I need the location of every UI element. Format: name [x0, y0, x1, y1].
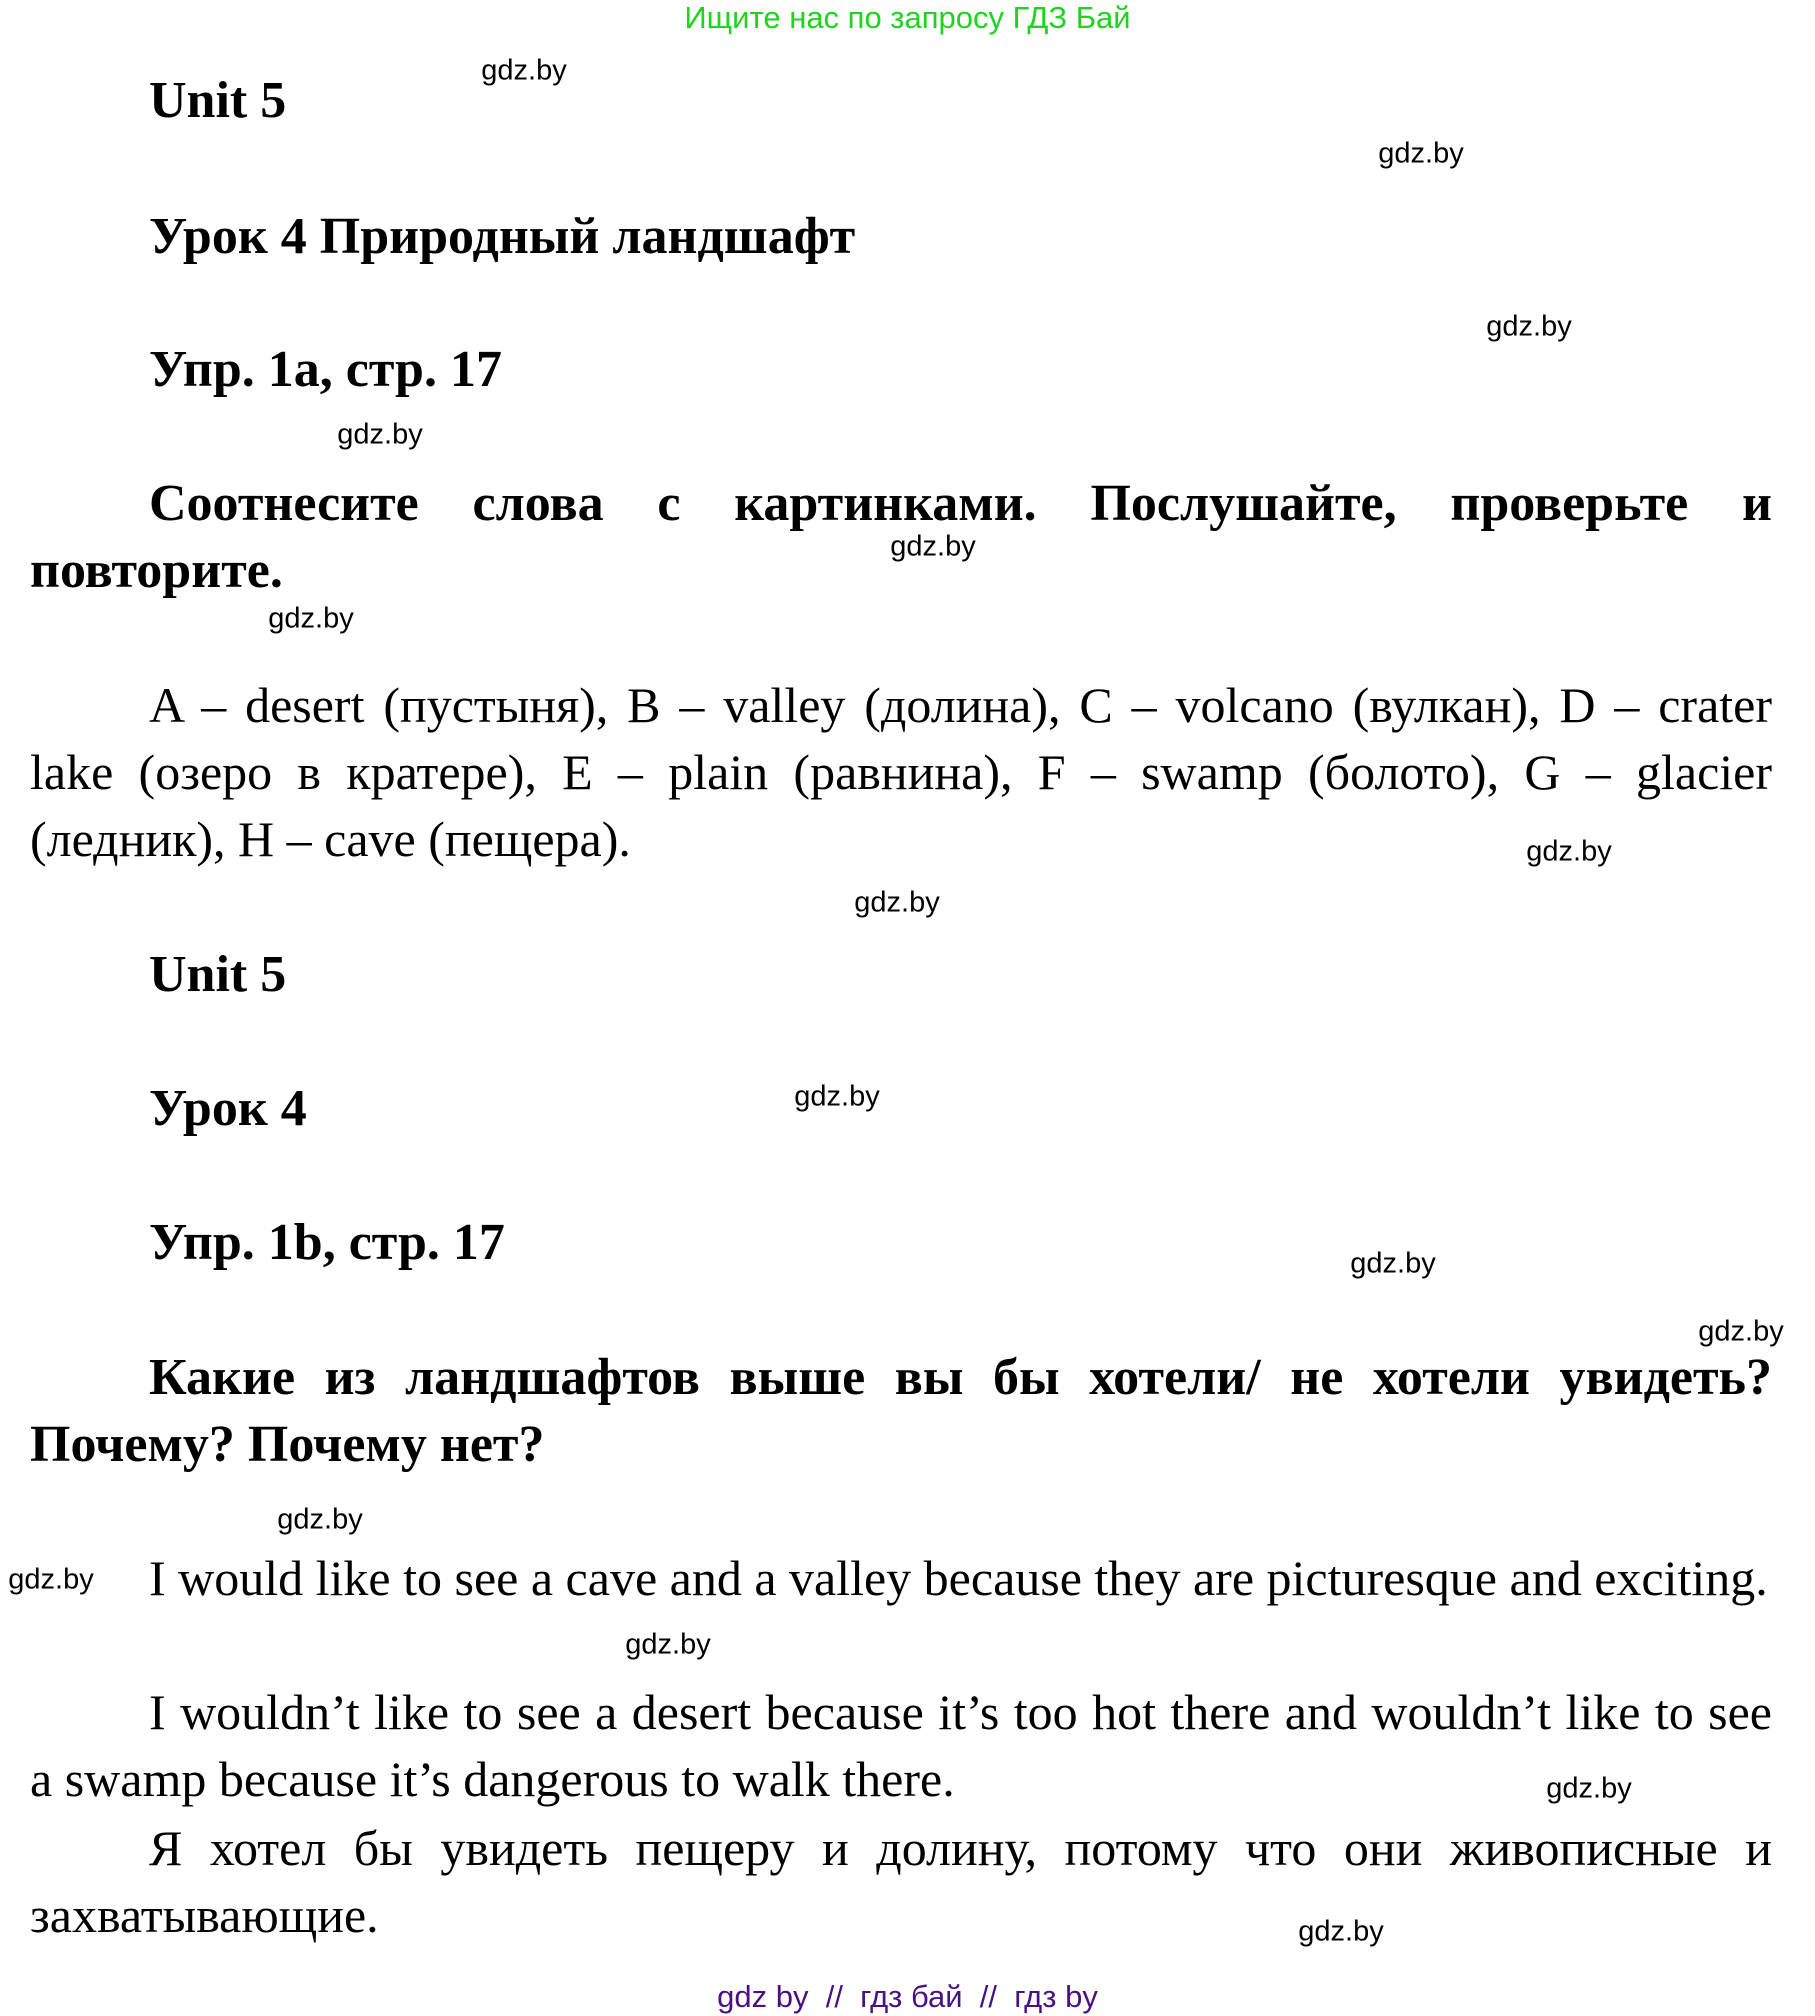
watermark: gdz.by [890, 530, 976, 563]
answer-text-2: I wouldn’t like to see a desert because it’s too hot there and wouldn’t like to see a swamp because it’s dangerous to walk there. [30, 1684, 1772, 1807]
unit-heading: Unit 5 [149, 72, 287, 129]
footer-links: gdz by // гдз бай // гдз by [717, 1979, 1098, 2014]
task-text: Соотнесите слова с картинками. Послушайте, проверьте и повторите. [30, 475, 1772, 599]
exercise-heading: Упр. 1a, стр. 17 [149, 341, 502, 398]
exercise-heading-2: Упр. 1b, стр. 17 [149, 1214, 505, 1271]
header-banner: Ищите нас по запросу ГДЗ Бай [684, 0, 1131, 35]
watermark: gdz.by [277, 1503, 363, 1536]
watermark: gdz.by [1546, 1772, 1632, 1805]
lesson-heading: Урок 4 Природный ландшафт [149, 208, 856, 265]
watermark: gdz.by [1698, 1315, 1784, 1348]
watermark: gdz.by [1526, 835, 1612, 868]
watermark: gdz.by [1350, 1247, 1436, 1280]
lesson-heading-2: Урок 4 [149, 1080, 307, 1137]
watermark: gdz.by [854, 886, 940, 919]
watermark: gdz.by [337, 418, 423, 451]
answer-text-3: Я хотел бы увидеть пещеру и долину, потому что они живописные и захватывающие. [30, 1820, 1772, 1943]
watermark: gdz.by [1378, 137, 1464, 170]
unit-heading-2: Unit 5 [149, 946, 287, 1003]
watermark: gdz.by [794, 1080, 880, 1113]
watermark: gdz.by [481, 54, 567, 87]
task-text-2: Какие из ландшафтов выше вы бы хотели/ не хотели увидеть? Почему? Почему нет? [30, 1349, 1772, 1473]
watermark: gdz.by [625, 1628, 711, 1661]
answer-text-1: I would like to see a cave and a valley because they are picturesque and exciting. [149, 1550, 1768, 1606]
watermark: gdz.by [1298, 1915, 1384, 1948]
watermark: gdz.by [1486, 310, 1572, 343]
watermark: gdz.by [268, 602, 354, 635]
answer-text: A – desert (пустыня), B – valley (долина), C – volcano (вулкан), D – crater lake (озеро в кратере), E – plain (равнина), F – swamp (болото), G – glacier (ледник), H – cave (пещера). [30, 677, 1772, 867]
watermark: gdz.by [8, 1563, 94, 1596]
